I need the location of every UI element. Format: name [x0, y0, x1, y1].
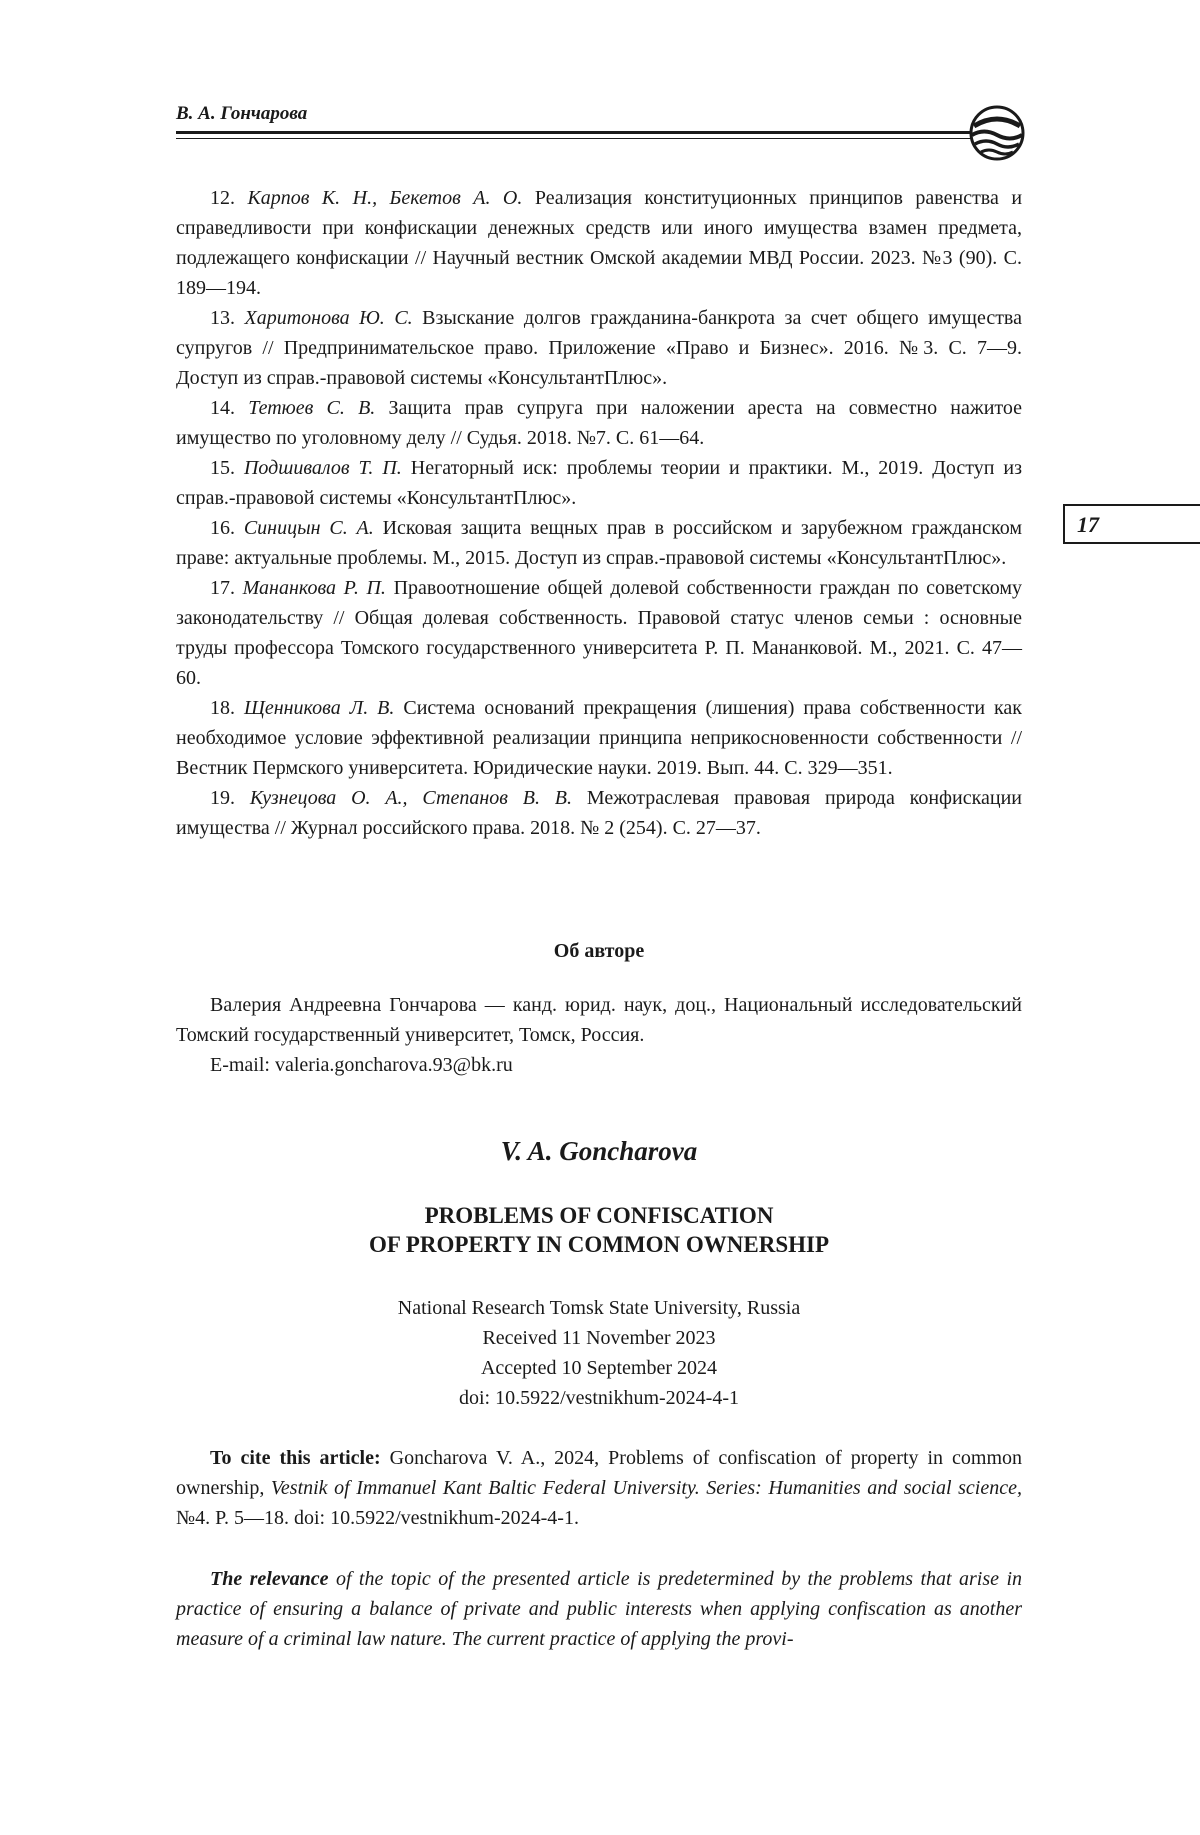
reference-item: 12. Карпов К. Н., Бекетов А. О. Реализация конституционных принципов равенства и справедливости при конфискации денежных средств или иного имущества взамен предмета, подлежащего конфискации // Научный вестник Омской академии МВД России. 2023. №3 (90). С. 189—194. [176, 187, 1023, 299]
reference-item: 14. Тетюев С. В. Защита прав супруга при наложении ареста на совместно нажитое имущество по уголовному делу // Судья. 2018. №7. С. 61—64. [176, 397, 1023, 449]
reference-item: 19. Кузнецова О. А., Степанов В. В. Межотраслевая правовая природа конфискации имущества // Журнал российского права. 2018. № 2 (254). С. 27—37. [176, 787, 1022, 839]
author-email: E-mail: valeria.goncharova.93@bk.ru [210, 1054, 513, 1076]
page-number-tab [1063, 504, 1200, 544]
reference-item: 17. Мананкова Р. П. Правоотношение общей долевой собственности граждан по советскому законодательству // Общая долевая собственность. Правовой статус членов семьи : основные труды профессора Томского государственного университета Р. П. Мананковой. М., 2021. С. 47—60. [176, 577, 1023, 689]
affiliation: National Research Tomsk State University, Russia [397, 1297, 801, 1319]
reference-item: 16. Синицын С. А. Исковая защита вещных прав в российском и зарубежном гражданском праве: актуальные проблемы. М., 2015. Доступ из справ.-правовой системы «КонсультантПлюс». [176, 517, 1022, 569]
about-author-heading: Об авторе [553, 940, 645, 962]
citation-block: To cite this article: Goncharova V. A., 2024, Problems of confiscation of property in common ownership, Vestnik of Immanuel Kant Baltic Federal University. Series: Humanities and social science, №4. P. 5—18. doi: 10.5922/vestnikhum-2024-4-1. [176, 1447, 1023, 1529]
doi[interactable]: doi: 10.5922/vestnikhum-2024-4-1 [459, 1387, 739, 1409]
abstract: The relevance of the topic of the presented article is predetermined by the problems that arise in practice of ensuring a balance of private and public interests when applying confiscation as another measure of a criminal law nature. The current practice of applying the provi- [176, 1568, 1022, 1650]
english-title: PROBLEMS OF CONFISCATION OF PROPERTY IN COMMON OWNERSHIP [368, 1203, 830, 1257]
journal-logo-icon [968, 104, 1026, 162]
reference-item: 15. Подшивалов Т. П. Негаторный иск: проблемы теории и практики. М., 2019. Доступ из справ.-правовой системы «КонсультантПлюс». [176, 457, 1023, 509]
author-bio: Валерия Андреевна Гончарова — канд. юрид. наук, доц., Национальный исследовательский Томский государственный университет, Томск, Россия. [176, 994, 1022, 1046]
header-rule-thick [176, 131, 976, 134]
accepted-date: Accepted 10 September 2024 [480, 1357, 718, 1379]
reference-item: 13. Харитонова Ю. С. Взыскание долгов гражданина-банкрота за счет общего имущества супругов // Предпринимательское право. Приложение «Право и Бизнес». 2016. №3. С. 7—9. Доступ из справ.-правовой системы «КонсультантПлюс». [176, 307, 1022, 389]
reference-item: 18. Щенникова Л. В. Система оснований прекращения (лишения) права собственности как необходимое условие эффективной реализации принципа неприкосновенности собственности // Вестник Пермского университета. Юридические науки. 2019. Вып. 44. С. 329—351. [176, 697, 1023, 779]
email-link[interactable]: valeria.goncharova.93@bk.ru [274, 1054, 513, 1076]
header-rule-thin [176, 138, 976, 139]
article-metadata [176, 1293, 1022, 1413]
about-author-section [176, 990, 1022, 1080]
reference-list [176, 183, 1022, 843]
page-number: 17 [1077, 512, 1099, 537]
english-author: V. A. Goncharova [500, 1136, 698, 1166]
received-date: Received 11 November 2023 [482, 1327, 716, 1349]
running-head-author: В. А. Гончарова [176, 103, 308, 124]
